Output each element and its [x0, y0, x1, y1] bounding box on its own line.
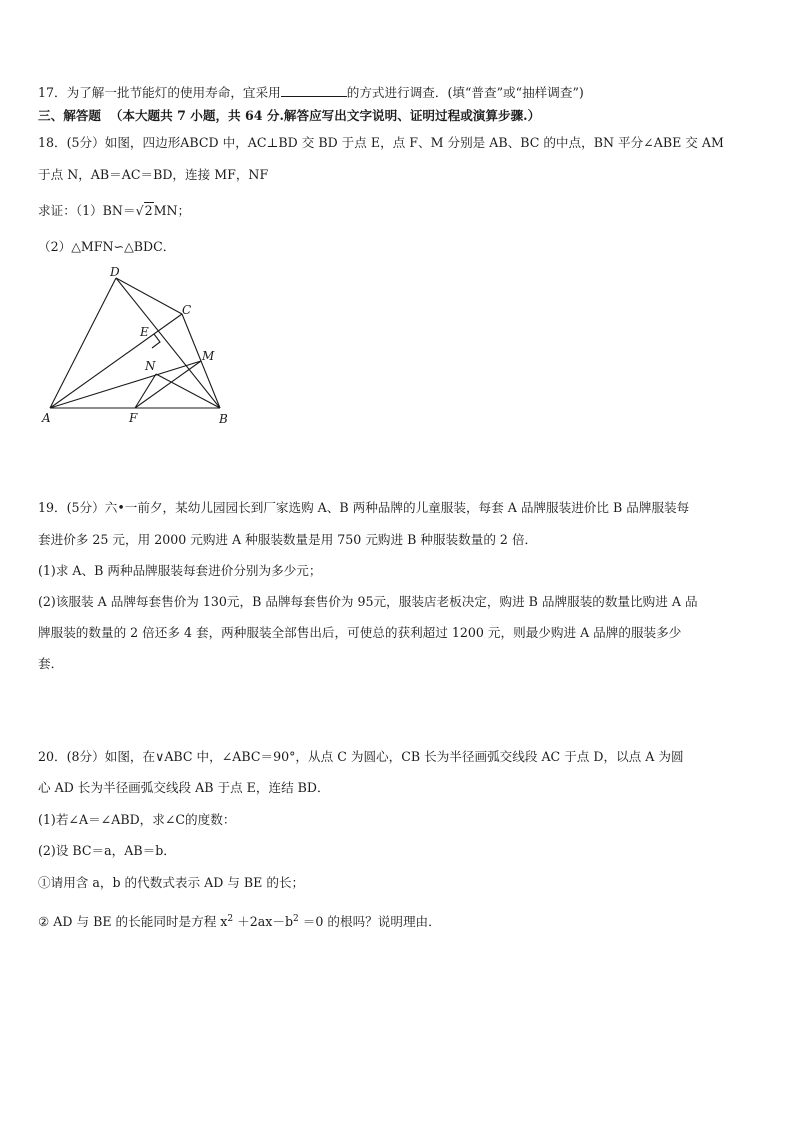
q19-part2-line2: 牌服装的数量的 2 倍还多 4 套，两种服装全部售出后，可使总的获利超过 1200 元，则最少购进 A 品牌的服装多少 — [38, 625, 682, 640]
section-heading — [38, 108, 540, 124]
q20-sub1: ①请用含 a，b 的代数式表示 AD 与 BE 的长； — [38, 875, 305, 890]
q19-part1: (1)求 A、B 两种品牌服装每套进价分别为多少元； — [38, 563, 322, 578]
q18-line1: 18．(5分）如图，四边形ABCD 中，AC⊥BD 交 BD 于点 E，点 F、M 分别是 AB、BC 的中点，BN 平分∠ABE 交 AM — [38, 135, 724, 150]
label-B: B — [219, 412, 228, 426]
q19-part2-line1: (2)该服装 A 品牌每套售价为 130元，B 品牌每套售价为 95元，服装店老板决定，购进 B 品牌服装的数量比购进 A 品 — [38, 594, 698, 609]
q19-line2: 套进价多 25 元，用 2000 元购进 A 种服装数量是用 750 元购进 B 种服装数量的 2 倍． — [38, 532, 538, 547]
section-note: （本大题共 7 小题，共 64 分.解答应写出文字说明、证明过程或演算步骤.） — [109, 108, 541, 123]
label-C: C — [182, 303, 192, 317]
q17-text-b: 的方式进行调查．(填“普查”或“抽样调查”) — [346, 85, 584, 100]
segment-AC — [50, 314, 182, 408]
q17-answer-blank[interactable] — [281, 84, 347, 97]
q19-part2-line3: 套． — [38, 656, 64, 671]
geometry-figure — [36, 262, 246, 434]
label-F: F — [129, 411, 138, 425]
q20-sub2-b: ＋2ax－b — [233, 914, 294, 930]
q18-line2: 于点 N，AB＝AC＝BD，连接 MF，NF — [38, 167, 269, 182]
segment-DC — [116, 278, 182, 314]
sqrt-symbol: √2 — [135, 203, 153, 218]
label-E: E — [140, 325, 149, 339]
label-A: A — [42, 411, 51, 425]
q18-part2: （2）△MFN∽△BDC． — [38, 239, 176, 254]
label-N: N — [145, 359, 156, 373]
q17-text-a: 17．为了解一批节能灯的使用寿命，宜采用 — [38, 85, 281, 100]
right-angle-mark — [152, 334, 160, 348]
label-M: M — [202, 349, 215, 363]
q20-line2: 心 AD 长为半径画弧交线段 AB 于点 E，连结 BD． — [38, 780, 330, 795]
q18-prove-a: 求证：（1）BN＝ — [38, 203, 136, 218]
section-title: 三、解答题 — [38, 108, 101, 123]
q20-sup2: 2 — [293, 914, 299, 924]
q20-sup1: 2 — [227, 914, 234, 924]
q19-line1: 19．(5分）六•一前夕，某幼儿园园长到厂家选购 A、B 两种品牌的儿童服装，每套 A 品牌服装进价比 B 品牌服装每 — [38, 500, 690, 515]
q20-part1: (1)若∠A＝∠ABD，求∠C的度数： — [38, 812, 236, 827]
segment-AD — [50, 278, 116, 408]
segment-DB — [116, 278, 220, 408]
sqrt-radicand: 2 — [144, 203, 153, 218]
q20-sub2-c: ＝0 的根吗？说明理由． — [298, 914, 441, 930]
label-D: D — [110, 265, 120, 279]
q20-sub2 — [38, 911, 441, 930]
q20-part2: (2)设 BC＝a，AB＝b． — [38, 843, 176, 858]
q17-line — [38, 84, 584, 101]
q20-sub2-a: ② AD 与 BE 的长能同时是方程 x — [38, 914, 228, 930]
segment-AM — [50, 361, 201, 408]
q20-line1: 20．(8分）如图，在∨ABC 中，∠ABC＝90°，从点 C 为圆心，CB 长为半径画弧交线段 AC 于点 D，以点 A 为圆 — [38, 749, 684, 764]
q18-prove-b: MN； — [153, 203, 191, 218]
segment-FN — [135, 374, 156, 408]
segment-BN — [156, 374, 220, 408]
q18-prove-1 — [38, 203, 190, 219]
